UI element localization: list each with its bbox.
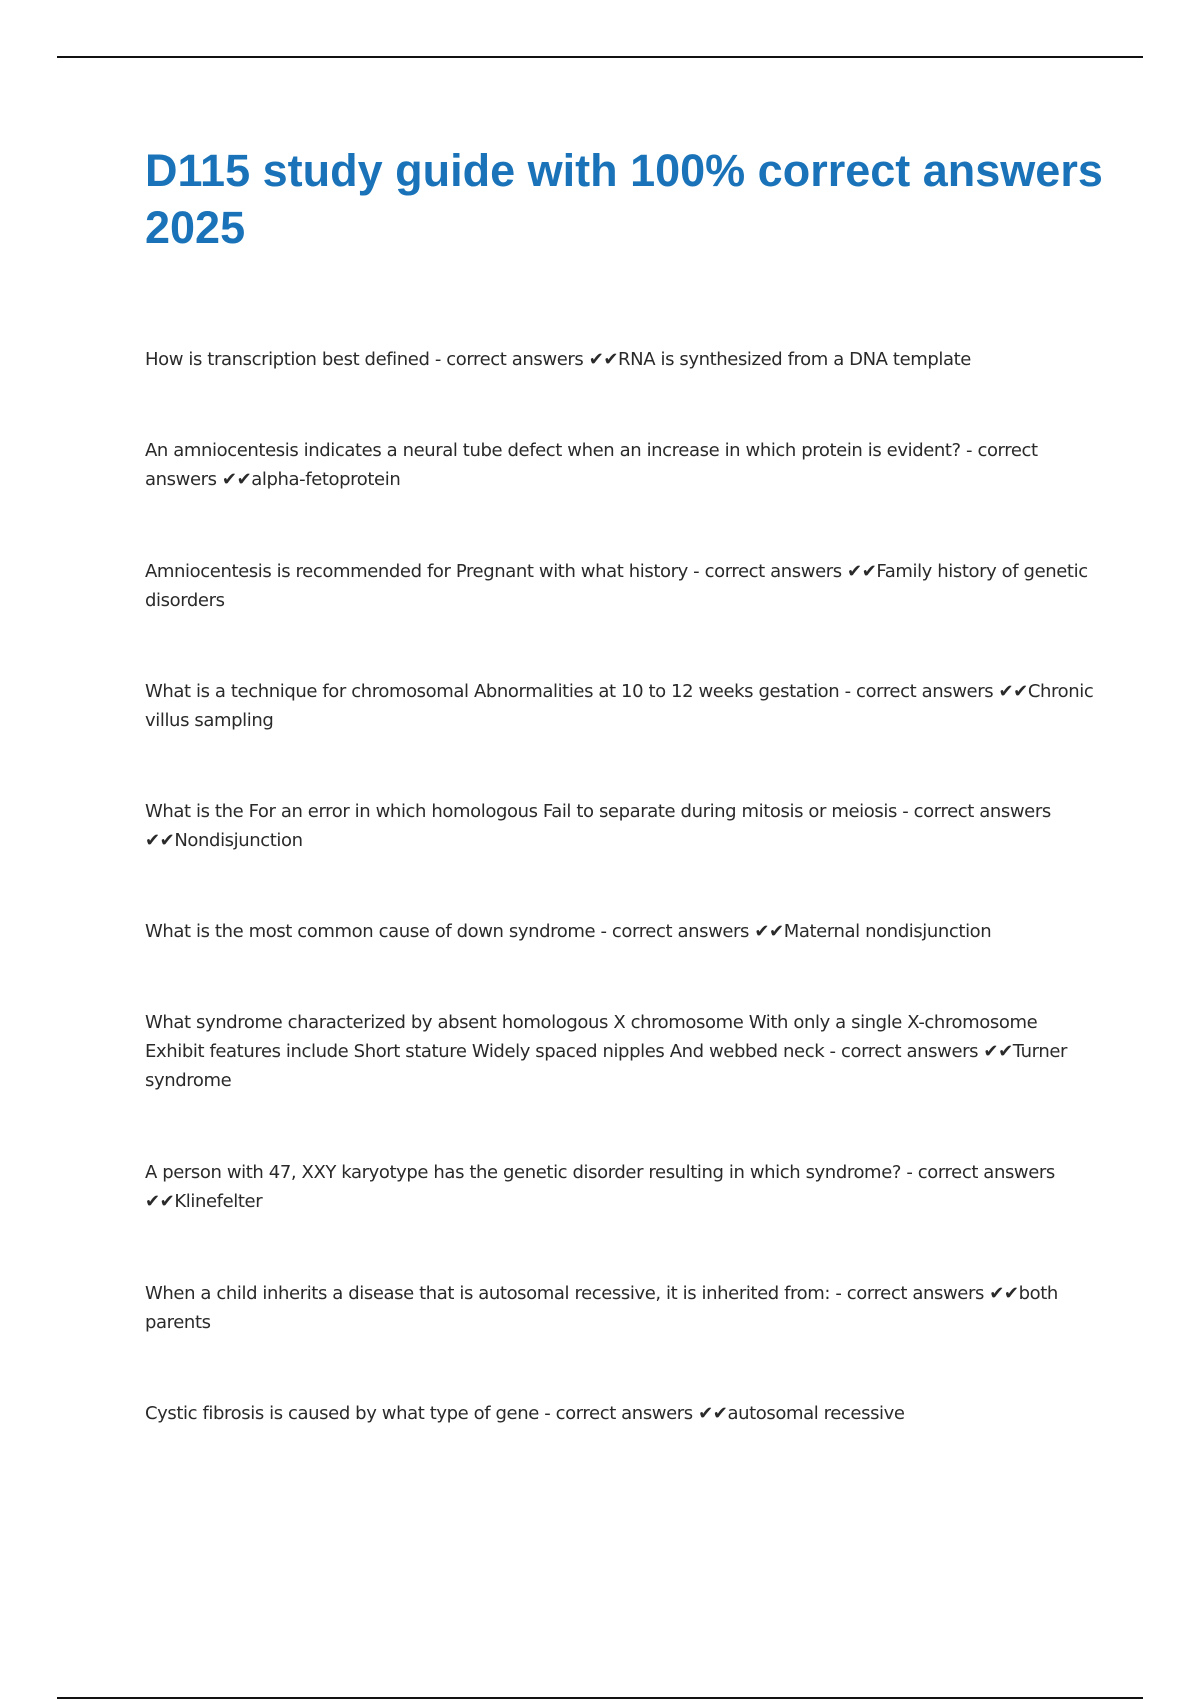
bottom-rule [57,1697,1143,1699]
qa-item-2: An amniocentesis indicates a neural tube defect when an increase in which protein is evident? - correct answers ✔✔alpha-fetoprotein [145,440,1038,490]
qa-item-1: How is transcription best defined - correct answers ✔✔RNA is synthesized from a DNA template [145,349,971,370]
qa-item-10: Cystic fibrosis is caused by what type of gene - correct answers ✔✔autosomal recessive [145,1403,905,1424]
qa-item-7: What syndrome characterized by absent homologous X chromosome With only a single X-chromosome Exhibit features include Short stature Widely spaced nipples And webbed neck - correct answers ✔✔Turner syndrome [145,1012,1068,1091]
qa-item-6: What is the most common cause of down syndrome - correct answers ✔✔Maternal nondisjunction [145,921,992,942]
qa-item-4: What is a technique for chromosomal Abnormalities at 10 to 12 weeks gestation - correct answers ✔✔Chronic villus sampling [145,681,1094,731]
qa-item-3: Amniocentesis is recommended for Pregnant with what history - correct answers ✔✔Family history of genetic disorders [145,561,1088,611]
qa-item-8: A person with 47, XXY karyotype has the genetic disorder resulting in which syndrome? - correct answers ✔✔Klinefelter [145,1162,1055,1212]
qa-item-9: When a child inherits a disease that is autosomal recessive, it is inherited from: - correct answers ✔✔both parents [145,1283,1058,1333]
top-rule [57,56,1143,58]
qa-item-5: What is the For an error in which homologous Fail to separate during mitosis or meiosis - correct answers ✔✔Nondisjunction [145,801,1051,851]
document-title: D115 study guide with 100% correct answers 2025 [145,145,1103,253]
